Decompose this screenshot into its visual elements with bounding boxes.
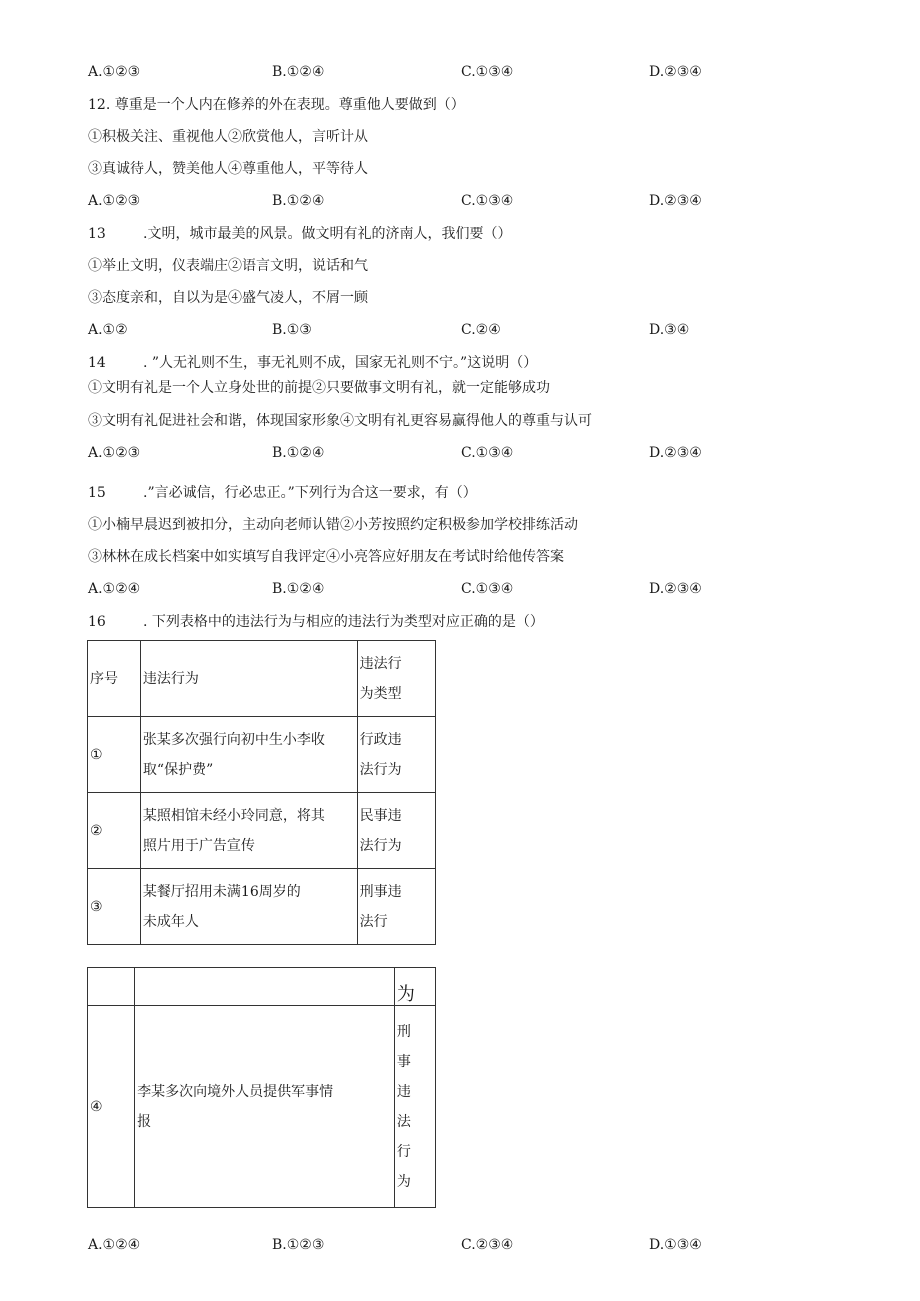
- question-12-choice-line: ①积极关注、重视他人②欣赏他人，言听计从: [88, 129, 368, 145]
- row-number: [88, 968, 135, 1006]
- violation-cell: [140, 717, 357, 793]
- question-13-choice-line: ③态度亲和，自以为是④盛气凌人，不屑一顾: [88, 290, 368, 306]
- violation-cell: [140, 869, 357, 945]
- row-number: ③: [88, 869, 141, 945]
- question-16-stem: [88, 612, 544, 632]
- option-a: A.①②④: [88, 1237, 141, 1253]
- type-char: 行: [396, 1143, 411, 1160]
- type-char: 刑: [396, 1023, 411, 1040]
- question-number: 15: [88, 485, 106, 501]
- violation-line: 某照相馆未经小玲同意，将其: [142, 807, 325, 824]
- question-13-stem: [88, 224, 511, 244]
- violation-line: 照片用于广告宣传: [142, 837, 255, 854]
- table-row: [88, 793, 436, 869]
- option-a: A.①②④: [88, 581, 141, 597]
- type-line: 民事违: [359, 807, 402, 824]
- violation-line: 某餐厅招用未满16周岁的: [142, 883, 301, 900]
- option-d: D.①③④: [649, 1237, 702, 1253]
- option-d: D.③④: [649, 322, 690, 338]
- violation-cell: [135, 1006, 395, 1208]
- option-c: C.①③④: [461, 581, 514, 597]
- type-line: 刑事违: [359, 883, 402, 900]
- question-text: . ”人无礼则不生，事无礼则不成，国家无礼则不宁。”这说明（）: [143, 355, 538, 371]
- violation-table: [87, 640, 436, 945]
- options-row: [88, 62, 788, 82]
- option-d: D.②③④: [649, 193, 702, 209]
- option-b: B.①②④: [272, 64, 325, 80]
- option-b: B.①②④: [272, 581, 325, 597]
- violation-table-continued: [87, 967, 436, 1208]
- type-char: 事: [396, 1053, 411, 1070]
- question-15-stem: [88, 483, 477, 503]
- option-a: A.①②③: [88, 445, 141, 461]
- option-c: C.②③④: [461, 1237, 514, 1253]
- option-d: D.②③④: [649, 581, 702, 597]
- question-text: .文明，城市最美的风景。做文明有礼的济南人，我们要（）: [143, 226, 512, 242]
- violation-line: 李某多次向境外人员提供军事情: [137, 1083, 334, 1100]
- question-14-choice-line: ③文明有礼促进社会和谐，体现国家形象④文明有礼更容易赢得他人的尊重与认可: [88, 413, 592, 429]
- option-a: A.①②③: [88, 193, 141, 209]
- table-row: [88, 869, 436, 945]
- header-cell-line: 为类型: [359, 685, 402, 702]
- question-12-choice-line: ③真诚待人，赞美他人④尊重他人，平等待人: [88, 161, 368, 177]
- row-number: ①: [88, 717, 141, 793]
- question-15-options: [88, 579, 788, 599]
- table-row: [88, 1006, 436, 1208]
- question-number: 13: [88, 226, 106, 242]
- option-c: C.①③④: [461, 193, 514, 209]
- violation-line: 张某多次强行向初中生小李收: [142, 731, 325, 748]
- option-c: C.②④: [461, 322, 501, 338]
- option-c: C.①③④: [461, 64, 514, 80]
- violation-cell: [135, 968, 395, 1006]
- option-d: D.②③④: [649, 64, 702, 80]
- type-char: 为: [396, 1173, 411, 1190]
- type-line: 法行: [359, 913, 388, 930]
- option-b: B.①②④: [272, 445, 325, 461]
- option-a: A.①②③: [88, 64, 141, 80]
- table-row: [88, 968, 436, 1006]
- option-b: B.①②④: [272, 193, 325, 209]
- type-cell: [394, 1006, 435, 1208]
- type-line: 行政违: [359, 731, 402, 748]
- violation-line: 取“保护费”: [142, 761, 214, 778]
- question-number: 16: [88, 614, 106, 630]
- question-14-options: [88, 443, 788, 463]
- option-c: C.①③④: [461, 445, 514, 461]
- row-number: ④: [88, 1006, 135, 1208]
- type-line: 法行为: [359, 837, 402, 854]
- type-cell: [357, 717, 435, 793]
- question-13-choice-line: ①举止文明，仪表端庄②语言文明，说话和气: [88, 258, 368, 274]
- violation-cell: [140, 793, 357, 869]
- violation-line: 未成年人: [142, 913, 199, 930]
- question-13-options: [88, 320, 788, 340]
- option-b: B.①②③: [272, 1237, 325, 1253]
- type-line: 法行为: [359, 761, 402, 778]
- option-d: D.②③④: [649, 445, 702, 461]
- question-16-options: [88, 1235, 788, 1255]
- violation-line: 报: [137, 1113, 152, 1130]
- header-cell: 序号: [88, 641, 141, 717]
- table-header-row: [88, 641, 436, 717]
- question-text: .”言必诚信，行必忠正。”下列行为合这一要求，有（）: [143, 485, 477, 501]
- question-12-options: [88, 191, 788, 211]
- type-char: 违: [396, 1083, 411, 1100]
- question-14-stem: [88, 353, 537, 373]
- question-number: 14: [88, 355, 106, 371]
- question-15-choice-line: ①小楠早晨迟到被扣分，主动向老师认错②小芳按照约定积极参加学校排练活动: [88, 517, 578, 533]
- question-15-choice-line: ③林林在成长档案中如实填写自我评定④小亮答应好朋友在考试时给他传答案: [88, 549, 564, 565]
- question-12-stem: 12. 尊重是一个人内在修养的外在表现。尊重他人要做到（）: [88, 97, 465, 113]
- header-cell-line: 违法行: [359, 655, 402, 672]
- type-char: 法: [396, 1113, 411, 1130]
- row-number: ②: [88, 793, 141, 869]
- option-b: B.①③: [272, 322, 312, 338]
- question-text: . 下列表格中的违法行为与相应的违法行为类型对应正确的是（）: [143, 614, 544, 630]
- type-cell: 为: [394, 968, 435, 1006]
- type-cell: [357, 869, 435, 945]
- header-cell: 违法行为: [140, 641, 357, 717]
- header-cell: [357, 641, 435, 717]
- question-14-choice-line: ①文明有礼是一个人立身处世的前提②只要做事文明有礼，就一定能够成功: [88, 380, 550, 396]
- table-row: [88, 717, 436, 793]
- option-a: A.①②: [88, 322, 128, 338]
- type-cell: [357, 793, 435, 869]
